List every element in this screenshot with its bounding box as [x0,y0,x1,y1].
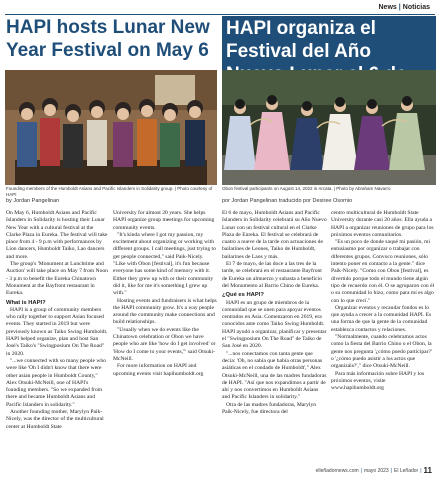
paragraph: HAPI is a group of community members who rally together to support Asian focused events. They started in 2019 but were previously known as Taiko Swing Humboldt. HAPI helped organize, plan and host San José's Taiko's "Swingposium On The Road" in 2020. [6,306,108,357]
subheading-what-is-hapi: What is HAPI? [6,299,46,306]
paragraph: On May 6, Humboldt Asians and Pacific Islanders in Solidarity is hosting their Lunar New Year with a cultural festival at the Clarke Plaza in Eureka. The festival will take place from 4 - 9 p.m with performances by Lion dancers, Humboldt Taiko, Lao dancers and more. [6,210,108,260]
headline-english: HAPI hosts Lunar New Year Festival on May 6 [6,17,210,61]
paragraph: "Es un poco de donde saqué mi pasión, mi entusiasmo por organizar o trabajar con diferentes grupos. Convoco reuniones, sólo intento poner en contacto a la gente." dice Paik-Nicely. "Como con Obon [festival], es divertido porque todo el mundo tiene algún tipo de recuerdo con él. O se agruparon con él o su comunidad lo hizo, como para mí es algo con lo que crecí." [331,239,435,304]
paragraph: Hosting events and fundraisers is what helps the HAPI community grow. It's a way people around the community make connections and build relationships. [113,297,217,326]
headline-spanish: HAPI organiza el Festival del Año [222,16,436,110]
section-label-es: Noticias [402,4,430,11]
footer-separator: | [360,467,362,474]
paragraph: For more information on HAPI and upcoming events visit hapihumboldt.org [113,363,204,377]
paragraph: "...we connected with so many people who were like 'Oh I didn't know that there were other asian people in Humboldt County," Alex Otsuki-McNeill, one of HAPI's founding members. "So we expanded from there and became Humboldt Asians and Pacific Islanders in solidarity." [6,357,106,408]
section-tag [379,4,431,11]
section-label-en: News [378,4,397,11]
paragraph: HAPI es un grupo de miembros de la comunidad que se unen para apoyar eventos centrados en Asia. Comenzaron en 2019, era conocidos ante como Taiko Swing Humboldt. HAPI ayudó a organizar, planificar y presentar el "Swingposium On The Road" de Taiko de San José en 2020. [222,299,327,350]
paragraph: centro multicultural de Humboldt State University durante casi 20 años. Ella ayuda a HAPI a organizar reuniones de grupo para los próximos eventos comunitarios. [331,210,434,238]
byline-spanish: por Jordan Pangelinan traducido por Desiree Osornio [222,198,353,204]
article-column-2 [113,210,217,378]
paragraph: "...nos conectamos con tanta gente que decía: 'Oh, no sabía que había otras personas asiáticas en el condado de Humboldt'," Alex Otsuki-McNeill, una de las madres fundadoras de HAPI. "Así que nos expandimos a partir de ahí y nos convertimos en Humboldt Asians and Pacific Islanders in solidarity." [222,350,327,401]
header-rule [5,14,435,15]
photo-caption-english: Founding members of the Humboldt Asians and Pacific Islanders in Solidarity group. | Photo courtesy of HAPI [6,186,213,197]
paragraph: The group's 'Monument at Lunchtime and Auction' will take place on May 7 from Noon - 3 p.m to benefit the Eureka Chinatown Monument at the Bayfront restaurant in Eureka. [6,261,108,297]
paragraph: El 6 de mayo, Humboldt Asians and Pacific Islanders in Solidarity celebrará su Año Nuevo Lunar con un festival cultural en el Clarke Plaza de Eureka. El festival se celebrará de cuatro a nueve de la tarde con actuaciones de bailarines de Leones, Taiko de Humboldt, bailarines de Laos y más. [222,210,327,260]
footer-separator: | [420,467,422,474]
paragraph: El 7 de mayo, de las doce a las tres de la tarde, se celebrará en el restaurante Bayfront de Eureka un almuerzo y subasta a beneficio del Monumento al Barrio Chino de Eureka. [222,261,322,289]
paragraph: Para más información sobre HAPI y los próximos eventos, visite www.hapihumboldt.org [331,370,425,392]
page-footer [316,466,432,475]
article-column-1 [6,210,108,431]
article-column-4 [331,210,436,392]
paragraph: University for almost 20 years. She helps HAPI organize group meetings for upcoming community events. [113,210,215,231]
footer-publication: El Leñador [394,467,419,474]
photo-obon-festival [222,70,436,185]
footer-separator: | [390,467,393,474]
footer-issue: mayo 2023 [363,467,389,474]
photo-founding-members [5,70,217,185]
paragraph: "It's kinda where I got my passion, my excitement about organizing or working with different groups. I call meetings, just trying to get people connected," said Paik-Nicely. "Like with Obon [festival], it's fun because everyone has some kind of memory with it. Either they grew up with or their community did it, like for me it's something I grew up with." [113,231,216,297]
article-column-3 [222,210,327,416]
section-separator: | [398,4,401,11]
byline-english: by Jordan Pangelinan [6,198,60,204]
paragraph: Another founding mother, Marylyn Paik-Nicely, was the director of the multicultural center at Humboldt State [6,409,104,430]
paragraph: Otra de las madres fundadoras, Marylyn Paik-Nicely, fue directora del [222,401,317,416]
paragraph: "Normalmente, cuando celebramos actos como la fiesta del Barrio Chino o el Obon, la gente nos pregunta '¿cómo puedo participar?' o '¿cómo puedo asistir a los actos que organizáis?'," dice Otsuki-McNeill. [331,334,432,370]
subheading-que-es-hapi: ¿Qué es HAPI? [222,292,264,299]
paragraph: "Usually when we do events like the Chinatown celebration or Obon we have people who are like 'how do I get involved' or 'How do I come to your events,'" said Otsuki-McNeill. [113,326,216,362]
page-number: 11 [423,466,432,475]
paragraph: Organizar eventos y recaudar fondos es lo que ayuda a crecer a la comunidad HAPI. Es una forma de que la gente de la comunidad establezca contactos y relaciones. [331,304,432,333]
photo-caption-spanish: Obon festival participants on August 14, 2022 in Arcata. | Photo by Abraham Navarro [222,186,391,191]
footer-site: elleñadornews.com [315,467,359,474]
